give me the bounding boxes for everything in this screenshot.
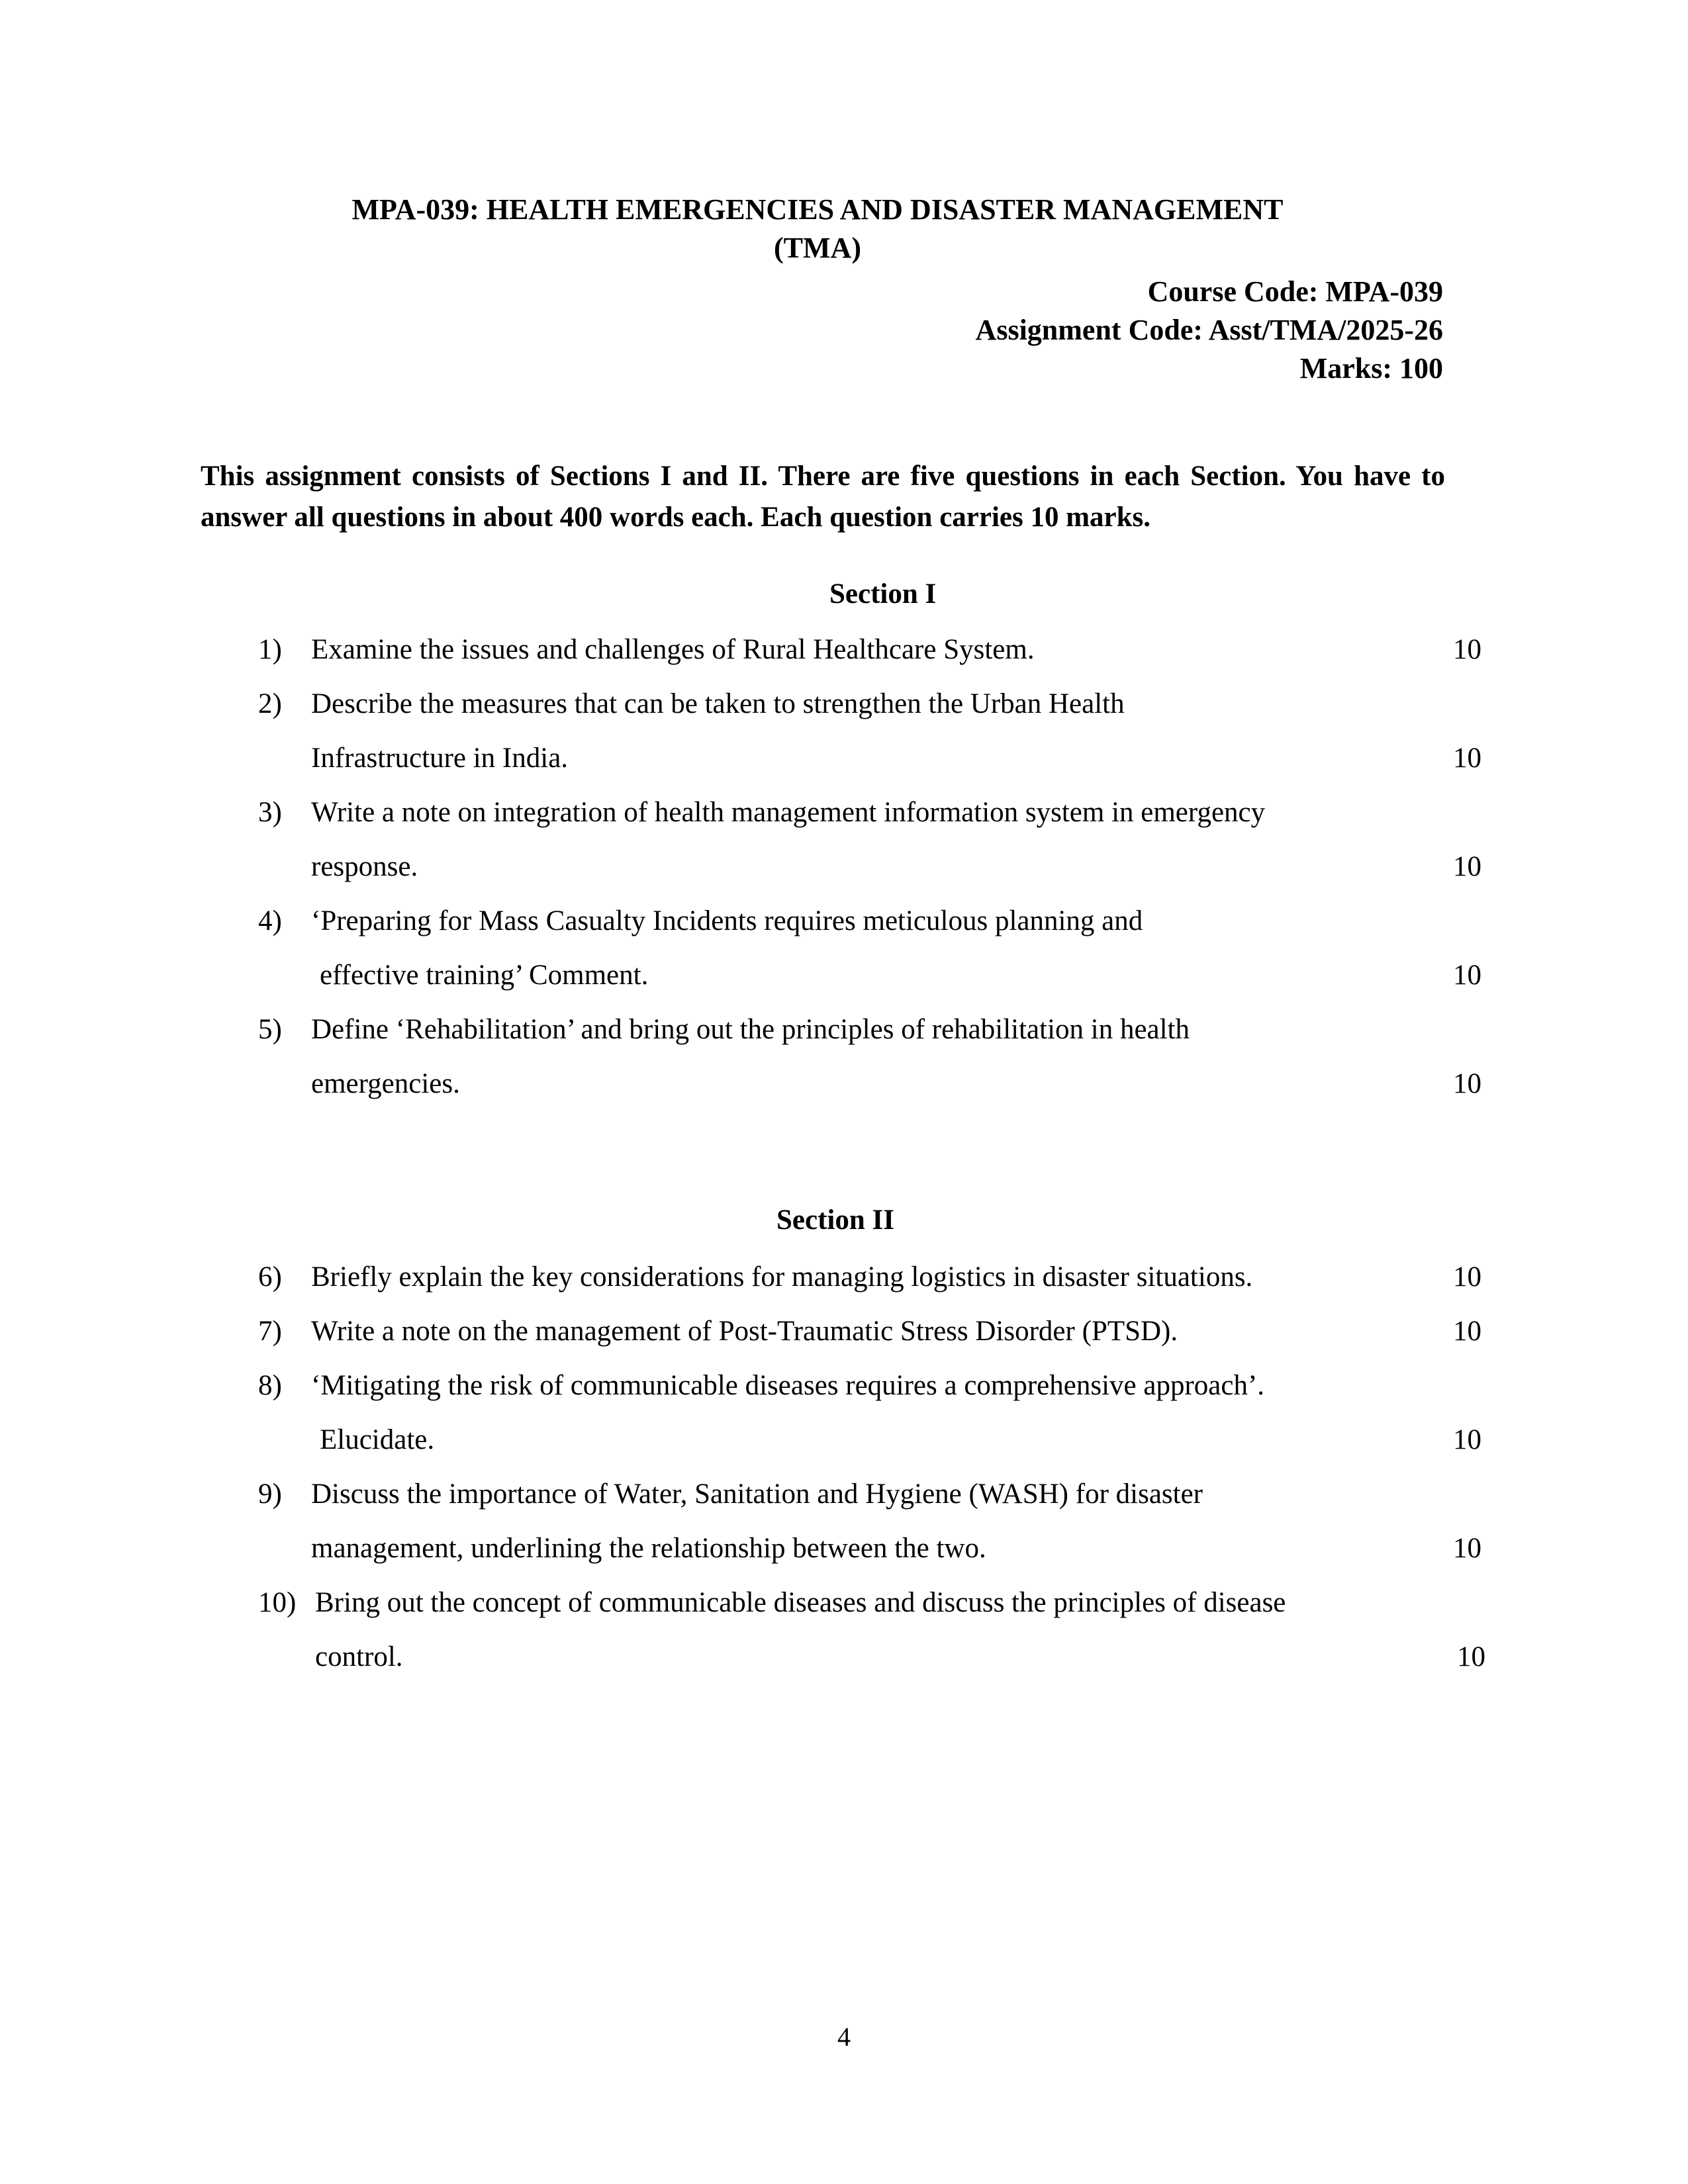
question-body <box>311 1257 1489 1297</box>
question-line <box>311 684 1489 724</box>
assignment-code: Assignment Code: Asst/TMA/2025-26 <box>975 314 1443 346</box>
question-line <box>311 793 1489 833</box>
document-title-line-1: MPA-039: HEALTH EMERGENCIES AND DISASTER MANAGEMENT <box>352 193 1284 226</box>
question-number: 6) <box>258 1261 282 1293</box>
question-line <box>311 1010 1489 1050</box>
question-body <box>311 1010 1489 1104</box>
question-text: management, underlining the relationship between the two. <box>311 1533 986 1564</box>
question-item <box>258 1475 1489 1569</box>
question-number: 10) <box>258 1587 297 1618</box>
question-text: emergencies. <box>311 1068 460 1099</box>
question-line <box>311 739 1489 778</box>
question-mark: 10 <box>1453 851 1481 882</box>
question-mark: 10 <box>1453 1068 1481 1099</box>
question-mark: 10 <box>1453 743 1481 774</box>
question-line <box>311 901 1489 941</box>
question-body <box>311 684 1489 778</box>
document-title-line-2: (TMA) <box>774 232 861 264</box>
question-body <box>311 793 1489 887</box>
question-line <box>311 956 1489 995</box>
question-item <box>258 1366 1489 1460</box>
question-number: 2) <box>258 688 282 719</box>
question-text: Bring out the concept of communicable diseases and discuss the principles of disease <box>315 1587 1286 1618</box>
question-line <box>311 1064 1489 1104</box>
question-item <box>258 1010 1489 1104</box>
question-item <box>258 1312 1489 1351</box>
question-mark: 10 <box>1453 634 1481 665</box>
question-text: control. <box>315 1641 403 1672</box>
question-item <box>258 1257 1489 1297</box>
question-item <box>258 793 1489 887</box>
section-heading-1: Section I <box>829 578 937 610</box>
question-number: 9) <box>258 1479 282 1510</box>
assignment-meta-block <box>450 273 1443 388</box>
question-body <box>311 1366 1489 1460</box>
question-text: Examine the issues and challenges of Rural Healthcare System. <box>311 634 1035 665</box>
document-title <box>212 191 1423 267</box>
question-line <box>311 630 1489 670</box>
section-heading-2: Section II <box>776 1205 894 1236</box>
question-text: Briefly explain the key considerations for managing logistics in disaster situations. <box>311 1261 1253 1293</box>
question-item <box>258 1583 1489 1677</box>
question-body <box>311 1475 1489 1569</box>
question-list-section-2 <box>258 1257 1489 1692</box>
question-mark: 10 <box>1453 1533 1481 1564</box>
question-body <box>311 630 1489 670</box>
question-text: Discuss the importance of Water, Sanitation and Hygiene (WASH) for disaster <box>311 1479 1203 1510</box>
question-body <box>315 1583 1489 1677</box>
question-mark: 10 <box>1453 960 1481 991</box>
question-number: 4) <box>258 905 282 936</box>
question-number: 8) <box>258 1370 282 1401</box>
assignment-instructions: This assignment consists of Sections I and II. There are five questions in each Section. You have to answer all questions in about 400 words each. Each question carries 10 marks. <box>201 461 1445 533</box>
question-text: Write a note on integration of health management information system in emergency <box>311 797 1266 828</box>
question-text: Describe the measures that can be taken to strengthen the Urban Health <box>311 688 1125 719</box>
question-line <box>311 1529 1489 1569</box>
question-number: 3) <box>258 797 282 828</box>
question-number: 1) <box>258 634 282 665</box>
question-line <box>315 1583 1489 1623</box>
question-text: effective training’ Comment. <box>320 960 649 991</box>
question-mark: 10 <box>1457 1641 1485 1672</box>
question-item <box>258 901 1489 995</box>
question-line <box>311 1366 1489 1406</box>
question-number: 7) <box>258 1316 282 1347</box>
question-line <box>311 1312 1489 1351</box>
question-line <box>311 1257 1489 1297</box>
question-line <box>311 1475 1489 1514</box>
question-text: ‘Mitigating the risk of communicable diseases requires a comprehensive approach’. <box>311 1370 1265 1401</box>
question-text: Infrastructure in India. <box>311 743 569 774</box>
question-body <box>311 901 1489 995</box>
question-list-section-1 <box>258 630 1489 1118</box>
question-line <box>311 1420 1489 1460</box>
question-text: Define ‘Rehabilitation’ and bring out the principles of rehabilitation in health <box>311 1014 1190 1045</box>
question-mark: 10 <box>1453 1261 1481 1293</box>
question-text: Write a note on the management of Post-Traumatic Stress Disorder (PTSD). <box>311 1316 1178 1347</box>
question-mark: 10 <box>1453 1316 1481 1347</box>
question-text: Elucidate. <box>320 1424 435 1455</box>
question-mark: 10 <box>1453 1424 1481 1455</box>
total-marks: Marks: 100 <box>1299 352 1443 385</box>
question-line <box>315 1637 1489 1677</box>
page-number: 4 <box>837 2022 851 2052</box>
question-body <box>311 1312 1489 1351</box>
course-code: Course Code: MPA-039 <box>1147 275 1443 308</box>
question-line <box>311 847 1489 887</box>
question-text: response. <box>311 851 418 882</box>
question-item <box>258 684 1489 778</box>
question-number: 5) <box>258 1014 282 1045</box>
question-item <box>258 630 1489 670</box>
question-text: ‘Preparing for Mass Casualty Incidents requires meticulous planning and <box>311 905 1143 936</box>
